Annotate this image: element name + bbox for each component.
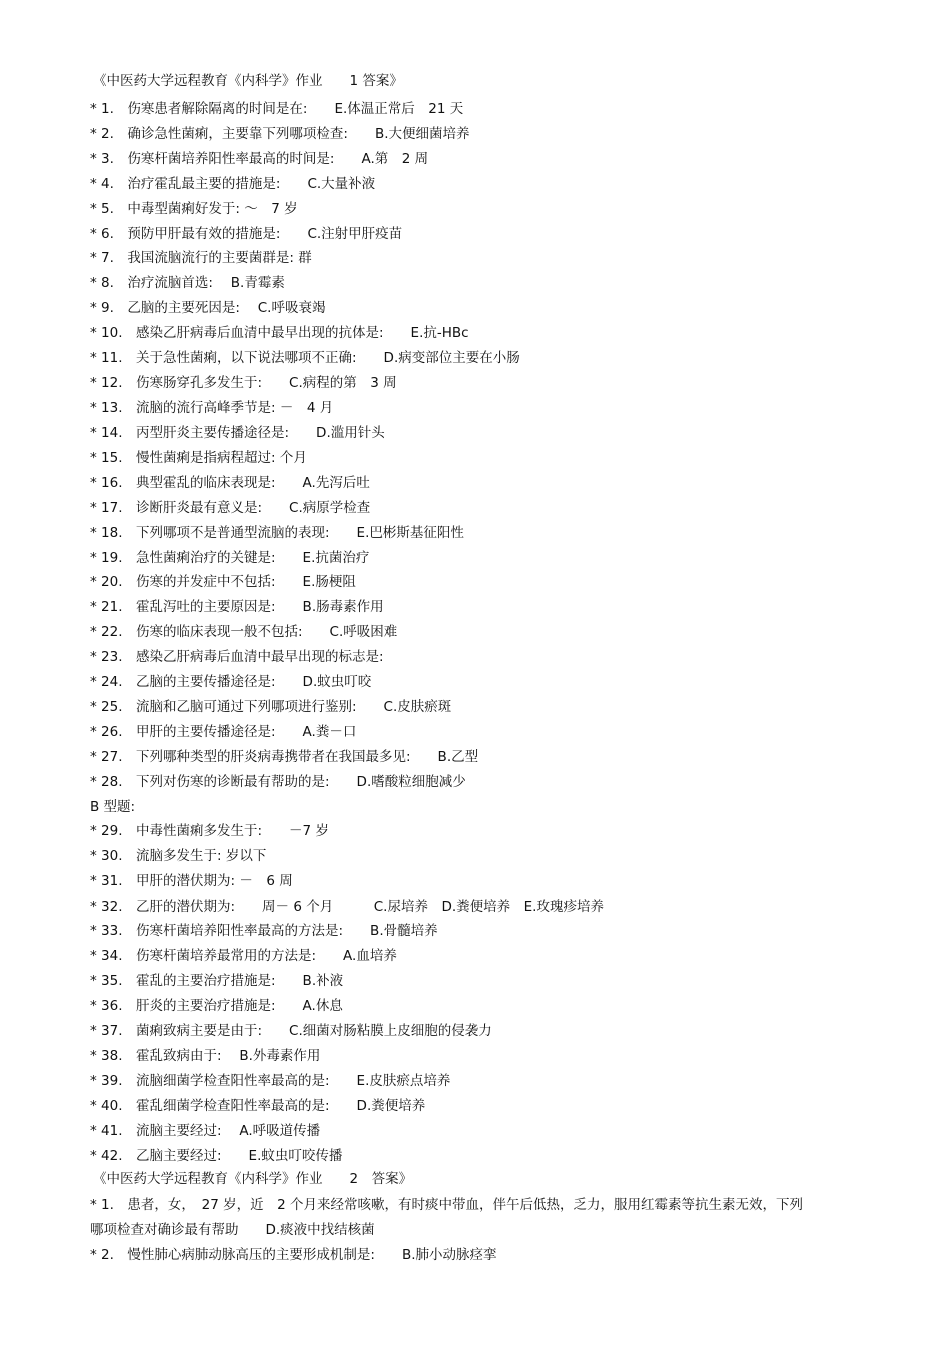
list-item: * 38. 霍乱致病由于: B.外毒素作用 [90, 1048, 321, 1064]
list-item: * 35. 霍乱的主要治疗措施是: B.补液 [90, 973, 344, 989]
list-item: * 10. 感染乙肝病毒后血清中最早出现的抗体是: E.抗-HBc [90, 325, 469, 341]
document-title: 《中医药大学远程教育《内科学》作业 1 答案》 [93, 73, 403, 89]
list-item: * 8. 治疗流脑首选: B.青霉素 [90, 275, 285, 291]
list-item: * 22. 伤寒的临床表现一般不包括: C.呼吸困难 [90, 624, 398, 640]
list-item: * 1. 患者，女， 27 岁，近 2 个月来经常咳嗽，有时痰中带血，伴午后低热，乏力，服用红霉素等抗生素无效，下列哪项检查对确诊最有帮助 D.痰液中找结核菌 [90, 1197, 804, 1238]
list-item: * 7. 我国流脑流行的主要菌群是: 群 [90, 250, 312, 266]
list-item: * 18. 下列哪项不是普通型流脑的表现: E.巴彬斯基征阳性 [90, 525, 464, 541]
list-item: * 26. 甲肝的主要传播途径是: A.粪－口 [90, 724, 357, 740]
list-item: * 33. 伤寒杆菌培养阳性率最高的方法是: B.骨髓培养 [90, 923, 438, 939]
list-item: * 36. 肝炎的主要治疗措施是: A.休息 [90, 998, 343, 1014]
list-item: * 19. 急性菌痢治疗的关键是: E.抗菌治疗 [90, 550, 370, 566]
list-item: * 15. 慢性菌痢是指病程超过: 个月 [90, 450, 307, 466]
list-item: * 39. 流脑细菌学检查阳性率最高的是: E.皮肤瘀点培养 [90, 1073, 451, 1089]
list-item: * 31. 甲肝的潜伏期为: － 6 周 [90, 873, 293, 889]
list-item: * 16. 典型霍乱的临床表现是: A.先泻后吐 [90, 475, 370, 491]
list-item: * 3. 伤寒杆菌培养阳性率最高的时间是: A.第 2 周 [90, 151, 429, 167]
list-item: * 42. 乙脑主要经过: E.蚊虫叮咬传播 [90, 1148, 343, 1164]
list-item: * 5. 中毒型菌痢好发于: ～ 7 岁 [90, 201, 298, 217]
list-item: * 24. 乙脑的主要传播途径是: D.蚊虫叮咬 [90, 674, 372, 690]
list-item: * 34. 伤寒杆菌培养最常用的方法是: A.血培养 [90, 948, 397, 964]
list-item: * 11. 关于急性菌痢，以下说法哪项不正确: D.病变部位主要在小肠 [90, 350, 520, 366]
list-item: * 23. 感染乙肝病毒后血清中最早出现的标志是: [90, 649, 384, 665]
list-item: * 1. 伤寒患者解除隔离的时间是在: E.体温正常后 21 天 [90, 101, 464, 117]
list-item: * 9. 乙脑的主要死因是: C.呼吸衰竭 [90, 300, 326, 316]
document-title: 《中医药大学远程教育《内科学》作业 2 答案》 [93, 1171, 413, 1187]
list-item: * 21. 霍乱泻吐的主要原因是: B.肠毒素作用 [90, 599, 384, 615]
list-item: * 2. 确诊急性菌痢，主要靠下列哪项检查: B.大便细菌培养 [90, 126, 470, 142]
list-item: * 30. 流脑多发生于: 岁以下 [90, 848, 267, 864]
list-item: * 4. 治疗霍乱最主要的措施是: C.大量补液 [90, 176, 376, 192]
list-item: * 41. 流脑主要经过: A.呼吸道传播 [90, 1123, 321, 1139]
list-item: * 13. 流脑的流行高峰季节是: － 4 月 [90, 400, 334, 416]
list-item: * 29. 中毒性菌痢多发生于: －7 岁 [90, 823, 329, 839]
list-item: * 37. 菌痢致病主要是由于: C.细菌对肠粘膜上皮细胞的侵袭力 [90, 1023, 492, 1039]
list-item: * 40. 霍乱细菌学检查阳性率最高的是: D.粪便培养 [90, 1098, 426, 1114]
list-item: * 20. 伤寒的并发症中不包括: E.肠梗阻 [90, 574, 356, 590]
list-item: * 25. 流脑和乙脑可通过下列哪项进行鉴别: C.皮肤瘀斑 [90, 699, 452, 715]
section-heading: B 型题: [90, 799, 136, 815]
list-item: * 14. 丙型肝炎主要传播途径是: D.滥用针头 [90, 425, 385, 441]
list-item: * 28. 下列对伤寒的诊断最有帮助的是: D.嗜酸粒细胞减少 [90, 774, 466, 790]
list-item: * 2. 慢性肺心病肺动脉高压的主要形成机制是: B.肺小动脉痉挛 [90, 1247, 497, 1263]
list-item: * 12. 伤寒肠穿孔多发生于: C.病程的第 3 周 [90, 375, 397, 391]
list-item: * 6. 预防甲肝最有效的措施是: C.注射甲肝疫苗 [90, 226, 403, 242]
list-item: * 17. 诊断肝炎最有意义是: C.病原学检查 [90, 500, 371, 516]
list-item: * 32. 乙肝的潜伏期为: 周－ 6 个月 C.尿培养 D.粪便培养 E.玫瑰疹培养 [90, 899, 604, 915]
list-item: * 27. 下列哪种类型的肝炎病毒携带者在我国最多见: B.乙型 [90, 749, 479, 765]
